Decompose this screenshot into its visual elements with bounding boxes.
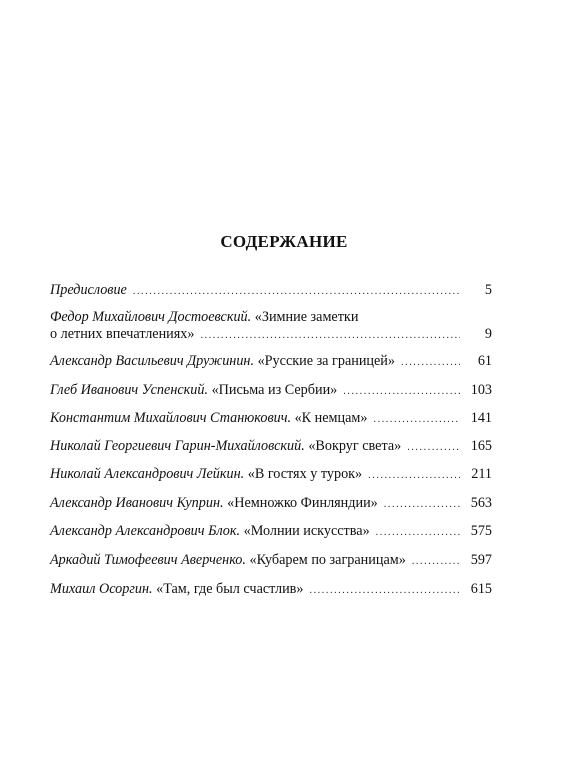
toc-entry-work: «Немножко Финляндии» (227, 495, 378, 511)
toc-entry-averchenko[interactable] (50, 552, 492, 570)
toc-entry-page: 597 (470, 552, 492, 568)
dot-leader (343, 383, 460, 400)
toc-entry-page: 563 (470, 495, 492, 511)
toc-entry-dostoevsky[interactable] (50, 309, 492, 344)
dot-leader (401, 354, 460, 371)
toc-entry-stanyukovich[interactable] (50, 410, 492, 428)
toc-entry-author: Предисловие (50, 282, 127, 298)
toc-entry-author: Александр Александрович Блок. (50, 523, 241, 539)
toc-entry-author: Аркадий Тимофеевич Аверченко. (50, 552, 246, 568)
toc-entry-work: «Молнии искусства» (243, 523, 370, 539)
toc-entry-author: Николай Александрович Лейкин. (50, 466, 245, 482)
toc-entry-work: «Зимние заметки (254, 309, 359, 325)
toc-entry-work: «В гостях у турок» (247, 466, 363, 482)
toc-entry-page: 575 (470, 523, 492, 539)
toc-entry-kuprin[interactable] (50, 495, 492, 513)
toc-entry-page: 9 (484, 326, 492, 342)
toc-entry-druzhinin[interactable] (50, 353, 492, 371)
toc-entry-work: «Письма из Сербии» (211, 382, 338, 398)
toc-entry-page: 165 (470, 438, 492, 454)
toc-entry-page: 211 (471, 466, 492, 482)
toc-entry-work: «Там, где был счастлив» (156, 581, 304, 597)
toc-entry-garin-mikhailovsky[interactable] (50, 438, 492, 456)
toc-entry-page: 61 (477, 353, 492, 369)
toc-entry-work-line2: о летних впечатлениях» (50, 326, 195, 342)
toc-entry-page: 615 (470, 581, 492, 597)
toc-entry-author: Константим Михайлович Станюкович. (50, 410, 292, 426)
toc-entry-author: Глеб Иванович Успенский. (50, 382, 209, 398)
toc-entry-author: Михаил Осоргин. (50, 581, 153, 597)
dot-leader (133, 283, 460, 300)
toc-entry-author: Николай Георгиевич Гарин-Михайловский. (50, 438, 305, 454)
toc-entry-work: «Вокруг света» (308, 438, 402, 454)
dot-leader (368, 467, 460, 484)
dot-leader (384, 496, 460, 513)
toc-entry-author: Федор Михайлович Достоевский. (50, 309, 252, 325)
dot-leader (376, 524, 460, 541)
dot-leader (200, 327, 460, 344)
toc-entry-work: «К немцам» (294, 410, 368, 426)
toc-entry-blok[interactable] (50, 523, 492, 541)
toc-entry-author: Александр Иванович Куприн. (50, 495, 224, 511)
toc-entry-page: 141 (470, 410, 492, 426)
toc-entry-work: «Кубарем по заграницам» (249, 552, 406, 568)
dot-leader (309, 582, 460, 599)
dot-leader (407, 439, 460, 456)
toc-entry-uspensky[interactable] (50, 382, 492, 400)
toc-entry-osorgin[interactable] (50, 581, 492, 599)
toc-entry-page: 103 (470, 382, 492, 398)
toc-entry-preface[interactable] (50, 282, 492, 300)
toc-entry-work: «Русские за границей» (257, 353, 395, 369)
toc-entry-author: Александр Васильевич Дружинин. (50, 353, 255, 369)
page-title: СОДЕРЖАНИЕ (220, 232, 348, 251)
dot-leader (412, 553, 460, 570)
toc-entry-page: 5 (484, 282, 492, 298)
dot-leader (374, 411, 461, 428)
toc-entry-leikin[interactable] (50, 466, 492, 484)
